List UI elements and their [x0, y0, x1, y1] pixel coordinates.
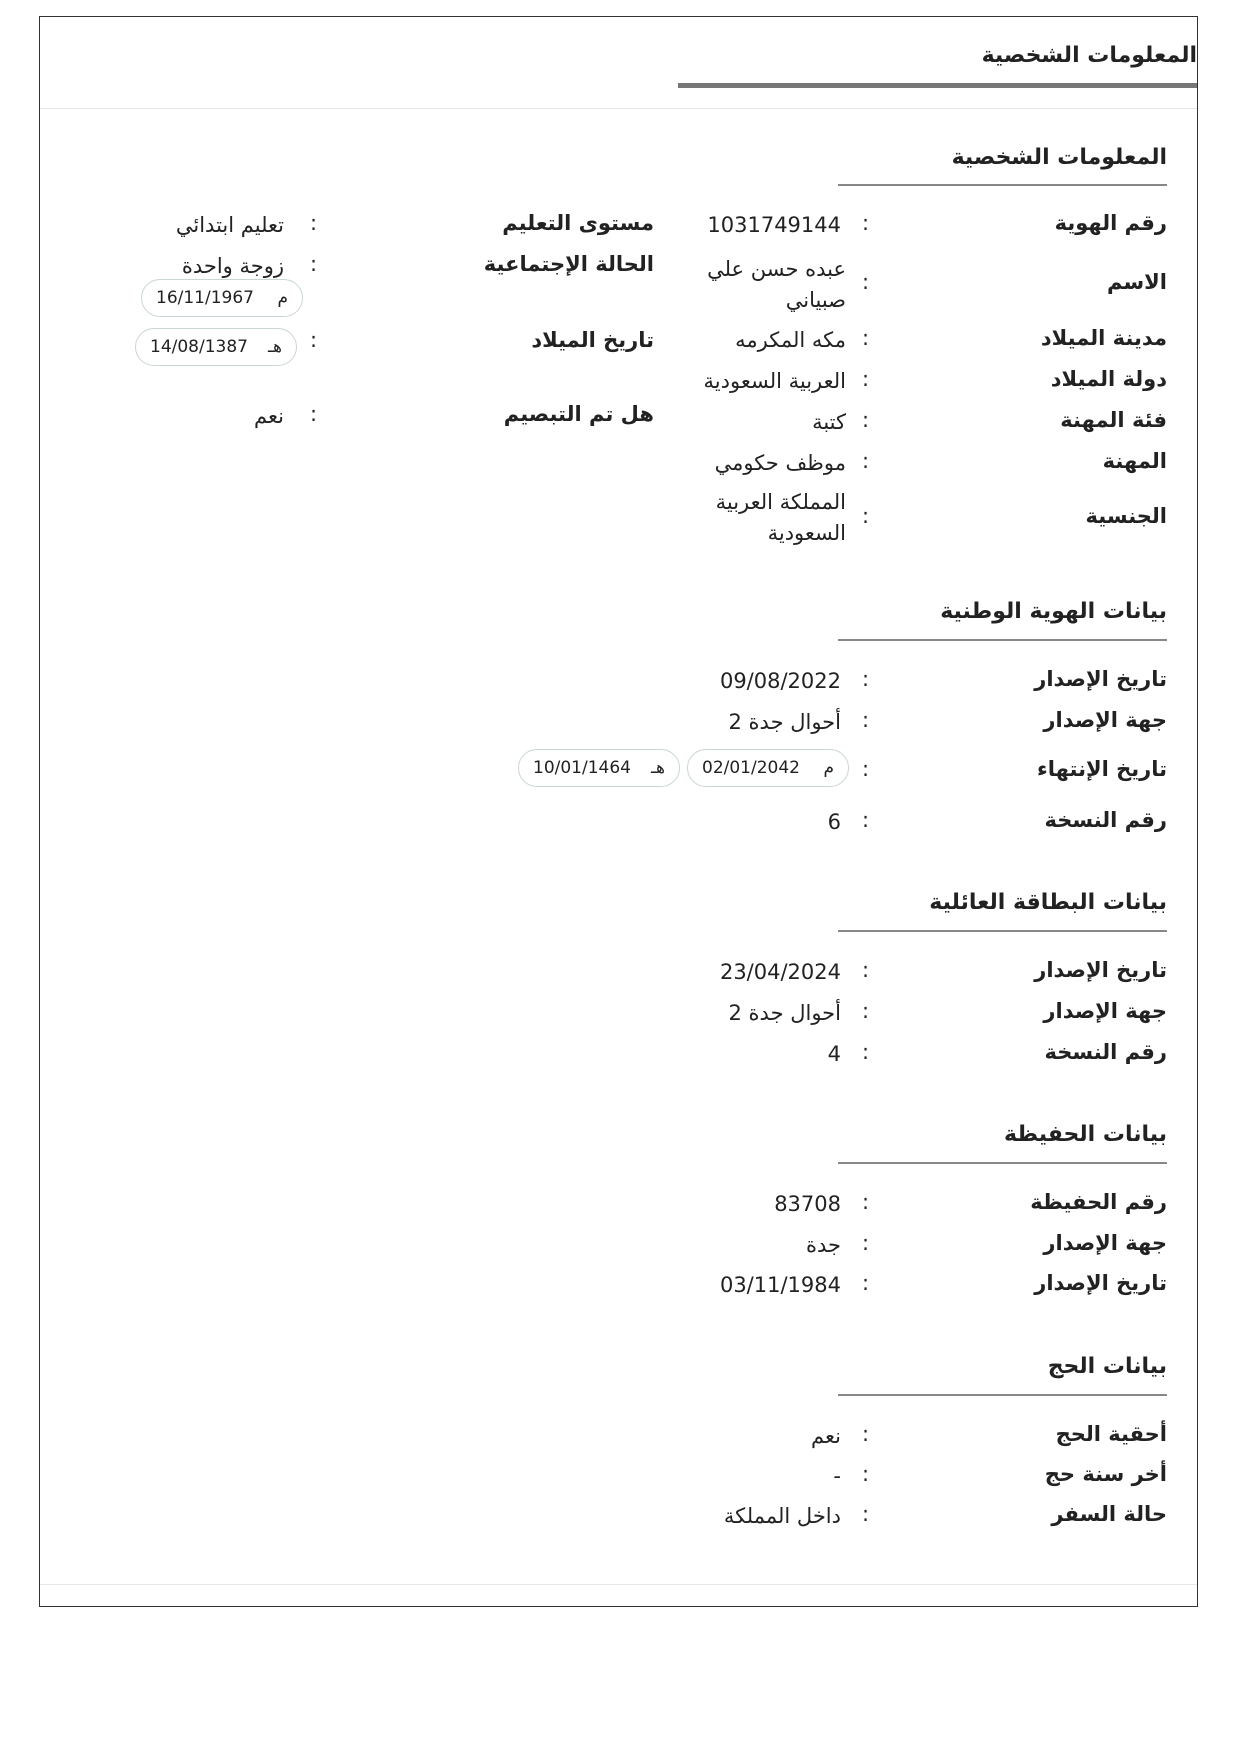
field-label: جهة الإصدار: [1043, 999, 1167, 1023]
field-label: أحقية الحج: [1055, 1422, 1167, 1446]
section-underline: [838, 639, 1167, 641]
field-value: 6: [827, 810, 841, 834]
section-underline: [838, 930, 1167, 932]
colon: :: [862, 1502, 870, 1526]
date-value: 02/01/2042: [702, 758, 800, 778]
field-value: جدة: [805, 1233, 841, 1257]
field-value: تعليم ابتدائي: [175, 213, 284, 237]
calendar-suffix: م: [823, 758, 834, 778]
calendar-suffix: م: [277, 288, 288, 308]
footer-divider: [40, 1584, 1197, 1585]
field-label: مستوى التعليم: [502, 211, 654, 235]
field-label: تاريخ الإصدار: [1034, 1271, 1167, 1295]
document-frame: [39, 16, 1198, 1607]
field-label: حالة السفر: [1051, 1502, 1167, 1526]
header-divider: [40, 108, 1197, 109]
hijri-date-pill: [518, 749, 680, 787]
colon: :: [310, 252, 318, 276]
field-label: دولة الميلاد: [1050, 367, 1167, 391]
field-value: زوجة واحدة: [181, 254, 284, 278]
field-value: 4: [827, 1042, 841, 1066]
colon: :: [862, 757, 870, 781]
field-value: 83708: [774, 1192, 841, 1216]
field-value: أحوال جدة 2: [728, 1001, 841, 1025]
section-title: بيانات الهوية الوطنية: [940, 599, 1167, 624]
calendar-suffix: هـ: [268, 337, 282, 357]
colon: :: [862, 958, 870, 982]
field-label: الجنسية: [1085, 504, 1167, 528]
colon: :: [310, 211, 318, 235]
field-label: أخر سنة حج: [1044, 1462, 1167, 1486]
field-value: 09/08/2022: [719, 669, 841, 693]
field-label: تاريخ الميلاد: [531, 328, 654, 352]
field-value: 23/04/2024: [719, 960, 841, 984]
colon: :: [862, 667, 870, 691]
colon: :: [862, 1190, 870, 1214]
section-title: بيانات الحج: [1047, 1354, 1167, 1379]
field-value: 1031749144: [707, 213, 841, 237]
date-value: 10/01/1464: [533, 758, 631, 778]
field-value: مكه المكرمه: [735, 328, 846, 352]
field-value: موظف حكومي: [714, 451, 846, 475]
calendar-suffix: هـ: [651, 758, 665, 778]
section-underline: [838, 1162, 1167, 1164]
field-value: العربية السعودية: [703, 369, 846, 393]
colon: :: [862, 999, 870, 1023]
section-title: بيانات البطاقة العائلية: [929, 890, 1167, 915]
section-title: بيانات الحفيظة: [1003, 1122, 1167, 1147]
field-label: المهنة: [1102, 449, 1167, 473]
field-label: رقم الحفيظة: [1030, 1190, 1167, 1214]
date-value: 16/11/1967: [156, 288, 254, 308]
field-value: نعم: [811, 1424, 841, 1448]
colon: :: [862, 211, 870, 235]
field-label: جهة الإصدار: [1043, 1231, 1167, 1255]
gregorian-date-pill: [687, 749, 849, 787]
field-label: مدينة الميلاد: [1040, 326, 1167, 350]
section-title: المعلومات الشخصية: [951, 145, 1167, 170]
colon: :: [862, 367, 870, 391]
field-label: تاريخ الإنتهاء: [1037, 757, 1167, 781]
colon: :: [862, 449, 870, 473]
section-underline: [838, 184, 1167, 186]
colon: :: [862, 504, 870, 528]
field-value: عبده حسن علي صبياني: [707, 257, 846, 312]
field-value: 03/11/1984: [719, 1273, 841, 1297]
field-value: المملكة العربية السعودية: [715, 490, 846, 545]
colon: :: [862, 808, 870, 832]
colon: :: [862, 1231, 870, 1255]
hijri-date-pill: [135, 328, 297, 366]
field-label: تاريخ الإصدار: [1034, 667, 1167, 691]
field-label: الحالة الإجتماعية: [483, 252, 654, 276]
field-label: رقم الهوية: [1054, 211, 1167, 235]
field-label: تاريخ الإصدار: [1034, 958, 1167, 982]
date-value: 14/08/1387: [150, 337, 248, 357]
field-label: جهة الإصدار: [1043, 708, 1167, 732]
field-label: رقم النسخة: [1044, 1040, 1167, 1064]
section-underline: [838, 1394, 1167, 1396]
colon: :: [862, 408, 870, 432]
colon: :: [310, 402, 318, 426]
colon: :: [862, 326, 870, 350]
colon: :: [310, 328, 318, 352]
field-label: الاسم: [1107, 270, 1167, 294]
field-label: رقم النسخة: [1044, 808, 1167, 832]
field-label: هل تم التبصيم: [503, 402, 654, 426]
title-underline: [678, 83, 1197, 88]
colon: :: [862, 1422, 870, 1446]
field-value: نعم: [254, 404, 284, 428]
colon: :: [862, 1462, 870, 1486]
field-value: أحوال جدة 2: [728, 710, 841, 734]
field-value: كتبة: [812, 410, 846, 434]
colon: :: [862, 1271, 870, 1295]
gregorian-date-pill: [141, 279, 303, 317]
field-value: -: [833, 1464, 841, 1488]
page-title: المعلومات الشخصية: [981, 43, 1197, 68]
field-label: فئة المهنة: [1060, 408, 1167, 432]
colon: :: [862, 708, 870, 732]
field-value: داخل المملكة: [723, 1504, 841, 1528]
colon: :: [862, 1040, 870, 1064]
colon: :: [862, 270, 870, 294]
